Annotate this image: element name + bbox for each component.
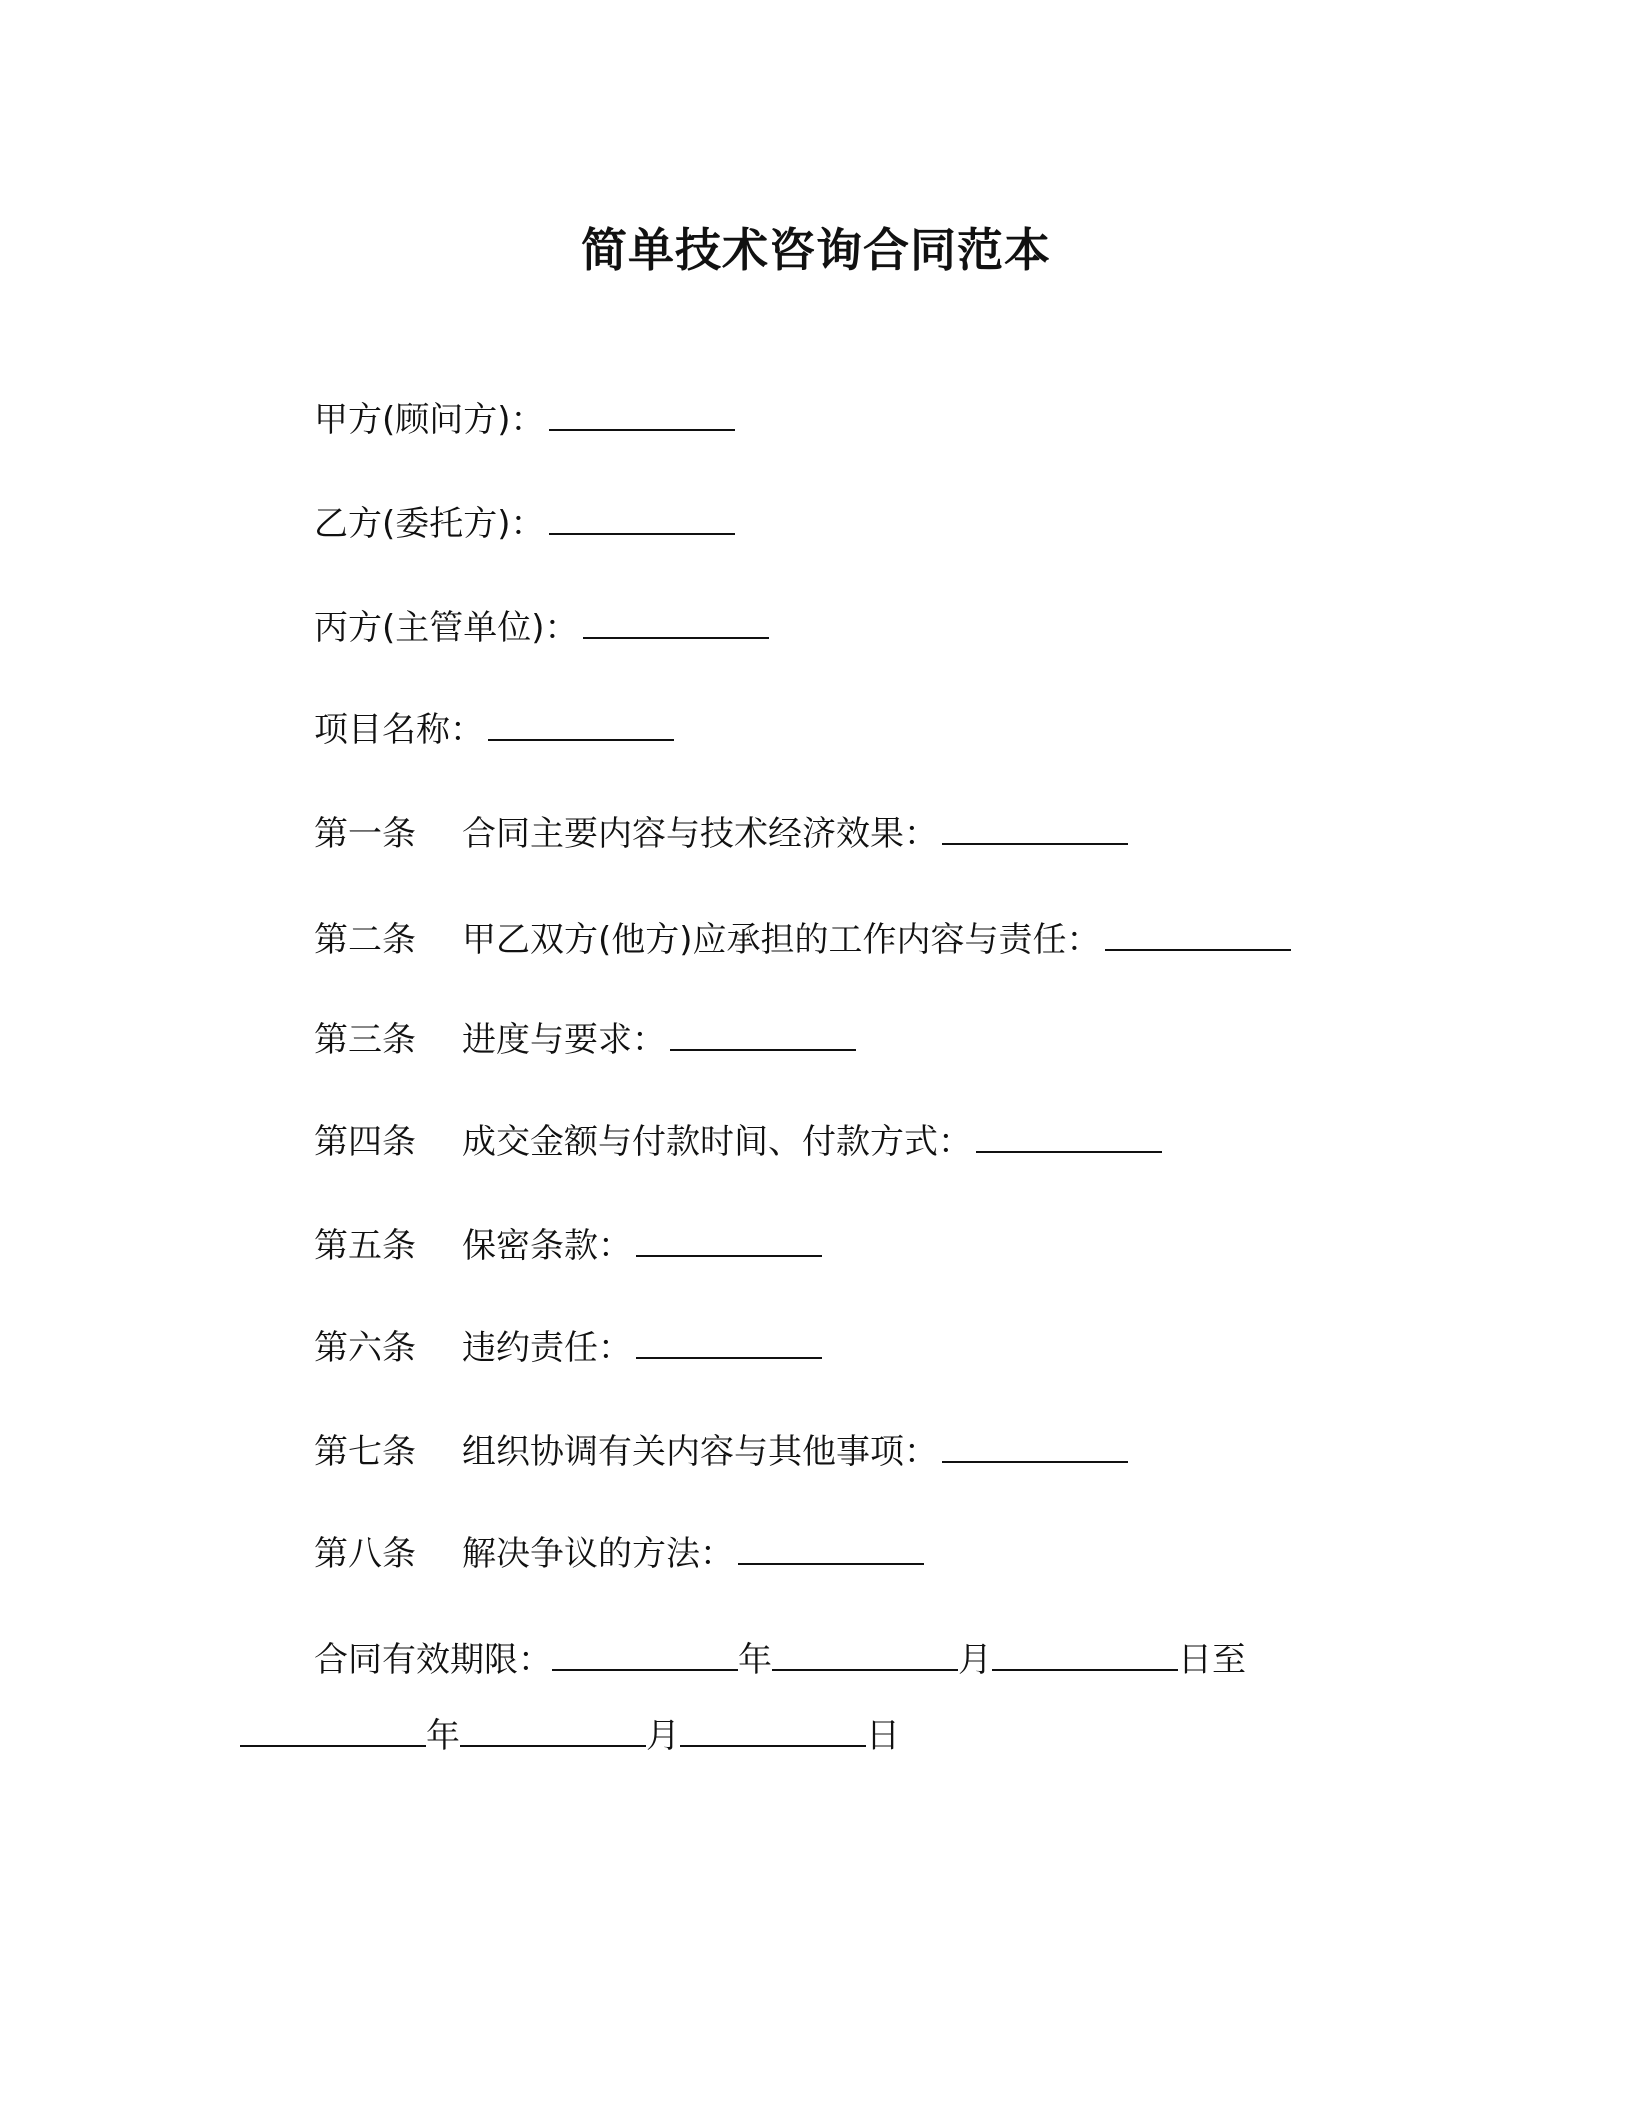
article-text: 违约责任： — [462, 1328, 632, 1368]
fill-blank[interactable] — [976, 1121, 1162, 1153]
fill-blank[interactable] — [670, 1019, 856, 1051]
article-3 — [314, 1018, 856, 1062]
article-number: 第四条 — [314, 1122, 416, 1162]
party-line-c — [314, 606, 769, 650]
month-unit: 月 — [958, 1640, 992, 1680]
article-8 — [314, 1532, 924, 1576]
party-label: 甲方(顾问方)： — [314, 400, 545, 440]
year-unit: 年 — [738, 1640, 772, 1680]
validity-line-continued — [240, 1714, 900, 1758]
fill-blank[interactable] — [460, 1715, 646, 1747]
article-number: 第一条 — [314, 814, 416, 854]
party-line-a — [314, 398, 735, 442]
party-label: 丙方(主管单位)： — [314, 608, 579, 648]
article-text: 保密条款： — [462, 1226, 632, 1266]
project-name-line — [314, 708, 674, 752]
fill-blank[interactable] — [552, 1639, 738, 1671]
fill-blank[interactable] — [583, 607, 769, 639]
article-text: 合同主要内容与技术经济效果： — [462, 814, 938, 854]
fill-blank[interactable] — [942, 813, 1128, 845]
fill-blank[interactable] — [1105, 919, 1291, 951]
article-number: 第二条 — [314, 920, 416, 960]
article-6 — [314, 1326, 822, 1370]
day-to-unit: 日至 — [1178, 1640, 1246, 1680]
article-1 — [314, 812, 1128, 856]
fill-blank[interactable] — [488, 709, 674, 741]
article-5 — [314, 1224, 822, 1268]
article-number: 第三条 — [314, 1020, 416, 1060]
validity-line — [314, 1638, 1246, 1682]
month-unit: 月 — [646, 1716, 680, 1756]
party-label: 乙方(委托方)： — [314, 504, 545, 544]
article-text: 成交金额与付款时间、付款方式： — [462, 1122, 972, 1162]
fill-blank[interactable] — [636, 1225, 822, 1257]
fill-blank[interactable] — [992, 1639, 1178, 1671]
article-2 — [314, 918, 1291, 962]
article-number: 第八条 — [314, 1534, 416, 1574]
fill-blank[interactable] — [738, 1533, 924, 1565]
article-text: 甲乙双方(他方)应承担的工作内容与责任： — [462, 920, 1101, 960]
fill-blank[interactable] — [549, 399, 735, 431]
validity-label: 合同有效期限： — [314, 1640, 552, 1680]
fill-blank[interactable] — [636, 1327, 822, 1359]
fill-blank[interactable] — [549, 503, 735, 535]
article-number: 第七条 — [314, 1432, 416, 1472]
year-unit: 年 — [426, 1716, 460, 1756]
day-unit: 日 — [866, 1716, 900, 1756]
article-text: 解决争议的方法： — [462, 1534, 734, 1574]
article-text: 进度与要求： — [462, 1020, 666, 1060]
fill-blank[interactable] — [772, 1639, 958, 1671]
party-line-b — [314, 502, 735, 546]
article-text: 组织协调有关内容与其他事项： — [462, 1432, 938, 1472]
fill-blank[interactable] — [942, 1431, 1128, 1463]
article-4 — [314, 1120, 1162, 1164]
article-7 — [314, 1430, 1128, 1474]
fill-blank[interactable] — [680, 1715, 866, 1747]
page-title: 简单技术咨询合同范本 — [581, 223, 1051, 277]
article-number: 第五条 — [314, 1226, 416, 1266]
article-number: 第六条 — [314, 1328, 416, 1368]
party-label: 项目名称： — [314, 710, 484, 750]
fill-blank[interactable] — [240, 1715, 426, 1747]
